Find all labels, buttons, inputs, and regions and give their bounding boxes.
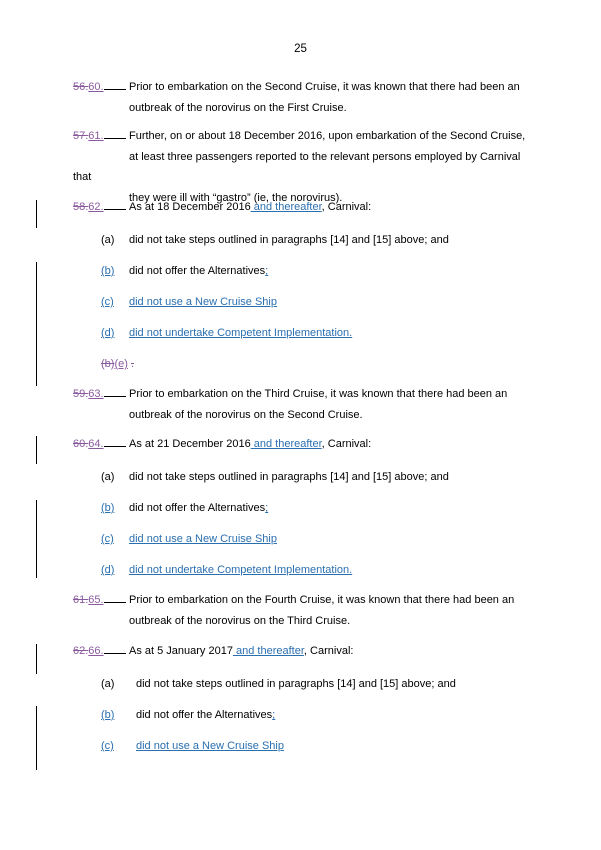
sub-item-b: (b) did not offer the Alternatives;	[101, 502, 269, 514]
sub-item-c: (c) did not use a New Cruise Ship	[101, 740, 284, 752]
inserted-text: and thereafter	[250, 438, 322, 450]
paragraph-text: Further, on or about 18 December 2016, upon embarkation of the Second Cruise,	[129, 130, 526, 142]
sub-item-a: (a) did not take steps outlined in paragraphs [14] and [15] above; and	[101, 234, 449, 246]
paragraph-text: , Carnival:	[321, 438, 372, 450]
paragraph-text: Prior to embarkation on the Second Cruise, it was known that there had been an	[129, 81, 520, 93]
paragraph-text: Prior to embarkation on the Third Cruise, it was known that there had been an	[129, 388, 508, 400]
paragraph-63	[73, 384, 533, 425]
new-number: 63.	[88, 388, 104, 400]
sub-item-c: (c) did not use a New Cruise Ship	[101, 533, 277, 545]
new-number: 64.	[88, 438, 104, 450]
old-number: 59.	[73, 388, 89, 400]
new-number: 62.	[88, 201, 104, 213]
paragraph-text: , Carnival:	[303, 645, 354, 657]
sub-item-d: (d) did not undertake Competent Implementation.	[101, 327, 353, 339]
new-number: 65.	[88, 594, 104, 606]
page-number: 25	[294, 43, 307, 55]
sub-item-e: (b)(e) .	[101, 358, 135, 370]
old-number: 58.	[73, 201, 89, 213]
paragraph-65	[73, 590, 533, 631]
sub-item-b: (b) did not offer the Alternatives;	[101, 265, 269, 277]
change-bar	[36, 500, 37, 578]
inserted-text: and thereafter	[250, 201, 322, 213]
paragraph-text: they were ill with “gastro” (ie, the norovirus).	[129, 191, 343, 204]
paragraph-text: at least three passengers reported to the relevant persons employed by Carnival that	[73, 150, 521, 183]
sub-item-b: (b) did not offer the Alternatives;	[101, 709, 276, 721]
paragraph-64	[73, 434, 533, 455]
paragraph-text: As at 5 January 2017	[129, 645, 233, 657]
old-number: 61.	[73, 594, 89, 606]
new-number: 66.	[88, 645, 104, 657]
change-bar	[36, 644, 37, 674]
paragraph-text: , Carnival:	[321, 201, 372, 213]
paragraph-text: outbreak of the norovirus on the Second Cruise.	[129, 408, 363, 421]
sub-item-a: (a) did not take steps outlined in paragraphs [14] and [15] above; and	[101, 678, 456, 690]
paragraph-text: Prior to embarkation on the Fourth Cruise, it was known that there had been an	[129, 594, 515, 606]
paragraph-text: As at 21 December 2016	[129, 438, 251, 450]
new-number: 61.	[88, 130, 104, 142]
new-number: 60.	[88, 81, 104, 93]
sub-item-d: (d) did not undertake Competent Implementation.	[101, 564, 353, 576]
paragraph-text: outbreak of the norovirus on the Third Cruise.	[129, 614, 351, 627]
old-number: 56.	[73, 81, 89, 93]
old-number: 57.	[73, 130, 89, 142]
paragraph-text: As at 18 December 2016	[129, 201, 251, 213]
inserted-text: and thereafter	[232, 645, 304, 657]
change-bar	[36, 262, 37, 386]
paragraph-text: outbreak of the norovirus on the First Cruise.	[129, 101, 347, 114]
paragraph-60	[73, 77, 533, 118]
change-bar	[36, 436, 37, 464]
paragraph-62	[73, 197, 533, 218]
old-number: 62.	[73, 645, 89, 657]
paragraph-61	[73, 126, 533, 208]
sub-item-a: (a) did not take steps outlined in paragraphs [14] and [15] above; and	[101, 471, 449, 483]
sub-item-c: (c) did not use a New Cruise Ship	[101, 296, 277, 308]
change-bar	[36, 200, 37, 228]
old-number: 60.	[73, 438, 89, 450]
paragraph-66	[73, 641, 533, 662]
change-bar	[36, 706, 37, 770]
